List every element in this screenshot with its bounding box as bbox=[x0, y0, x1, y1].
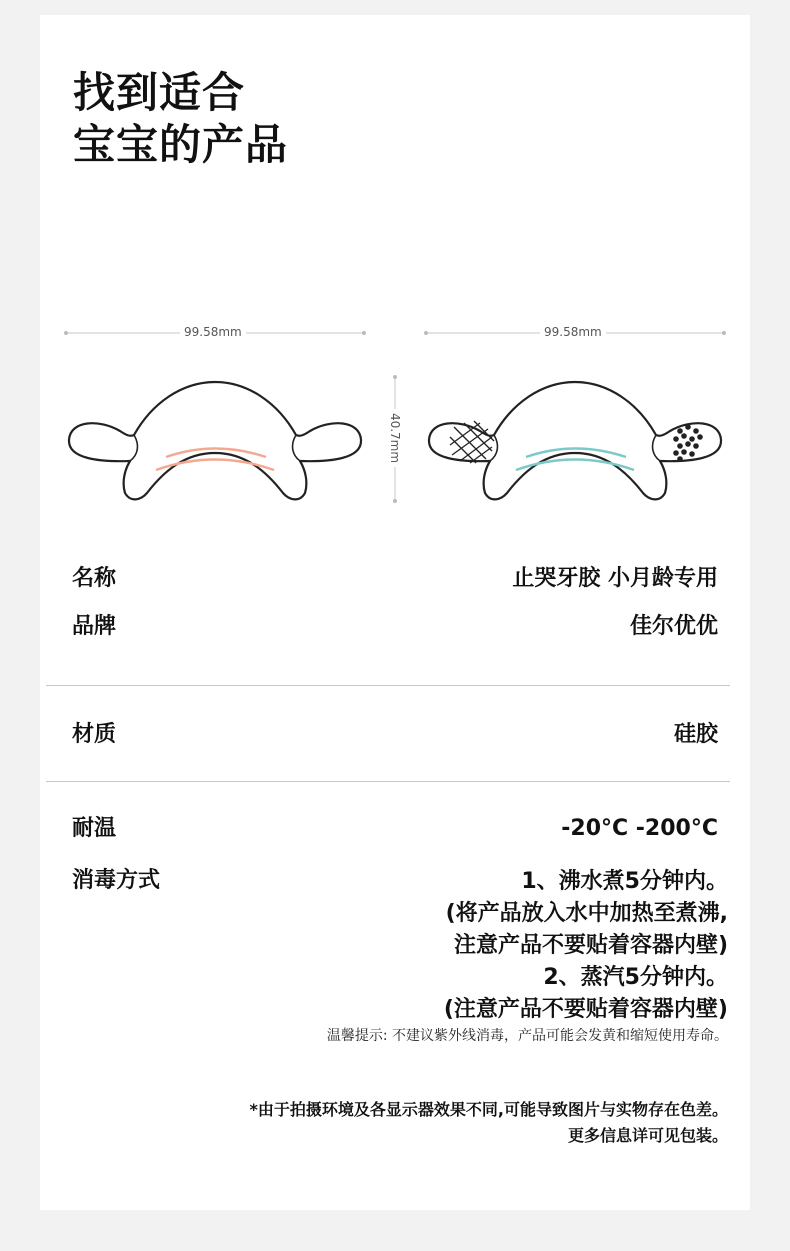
spec-value-name: 止哭牙胶 小月龄专用 bbox=[512, 566, 718, 591]
spec-label-material: 材质 bbox=[72, 722, 117, 747]
height-label: 40.7mm bbox=[388, 409, 402, 467]
spec-row-temperature bbox=[72, 813, 718, 845]
spec-label-name: 名称 bbox=[72, 566, 117, 591]
spec-value-brand: 佳尔优优 bbox=[629, 614, 718, 639]
disinfect-instructions bbox=[444, 866, 728, 1026]
spec-row-name bbox=[72, 563, 718, 595]
title-line-2: 宝宝的产品 bbox=[73, 120, 289, 169]
footnote-line-2: 更多信息详可见包装。 bbox=[567, 1126, 728, 1145]
footnote bbox=[250, 1097, 728, 1149]
spec-label-disinfect: 消毒方式 bbox=[72, 868, 161, 893]
disinfect-line: 2、蒸汽5分钟内。 bbox=[543, 965, 728, 990]
teether-left-illustration bbox=[69, 382, 361, 499]
title-line-1: 找到适合 bbox=[73, 68, 246, 117]
width-label-left: 99.58mm bbox=[180, 325, 246, 339]
spec-label-brand: 品牌 bbox=[72, 614, 117, 639]
disinfect-line: (注意产品不要贴着容器内壁) bbox=[443, 997, 728, 1022]
spec-row-brand bbox=[72, 611, 718, 643]
spec-label-temperature: 耐温 bbox=[72, 816, 117, 841]
disinfect-tip: 温馨提示: 不建议紫外线消毒，产品可能会发黄和缩短使用寿命。 bbox=[326, 1028, 728, 1044]
spec-value-material: 硅胶 bbox=[673, 722, 718, 747]
footnote-line-1: *由于拍摄环境及各显示器效果不同,可能导致图片与实物存在色差。 bbox=[249, 1100, 728, 1119]
divider-2 bbox=[46, 781, 730, 782]
product-spec-card bbox=[40, 15, 750, 1210]
disinfect-line: 1、沸水煮5分钟内。 bbox=[521, 869, 728, 894]
divider-1 bbox=[46, 685, 730, 686]
disinfect-line: 注意产品不要贴着容器内壁) bbox=[453, 933, 728, 958]
width-label-right: 99.58mm bbox=[540, 325, 606, 339]
disinfect-line: (将产品放入水中加热至煮沸, bbox=[445, 901, 728, 926]
spec-value-temperature: -20°C -200°C bbox=[561, 816, 718, 841]
spec-row-material bbox=[72, 719, 718, 751]
